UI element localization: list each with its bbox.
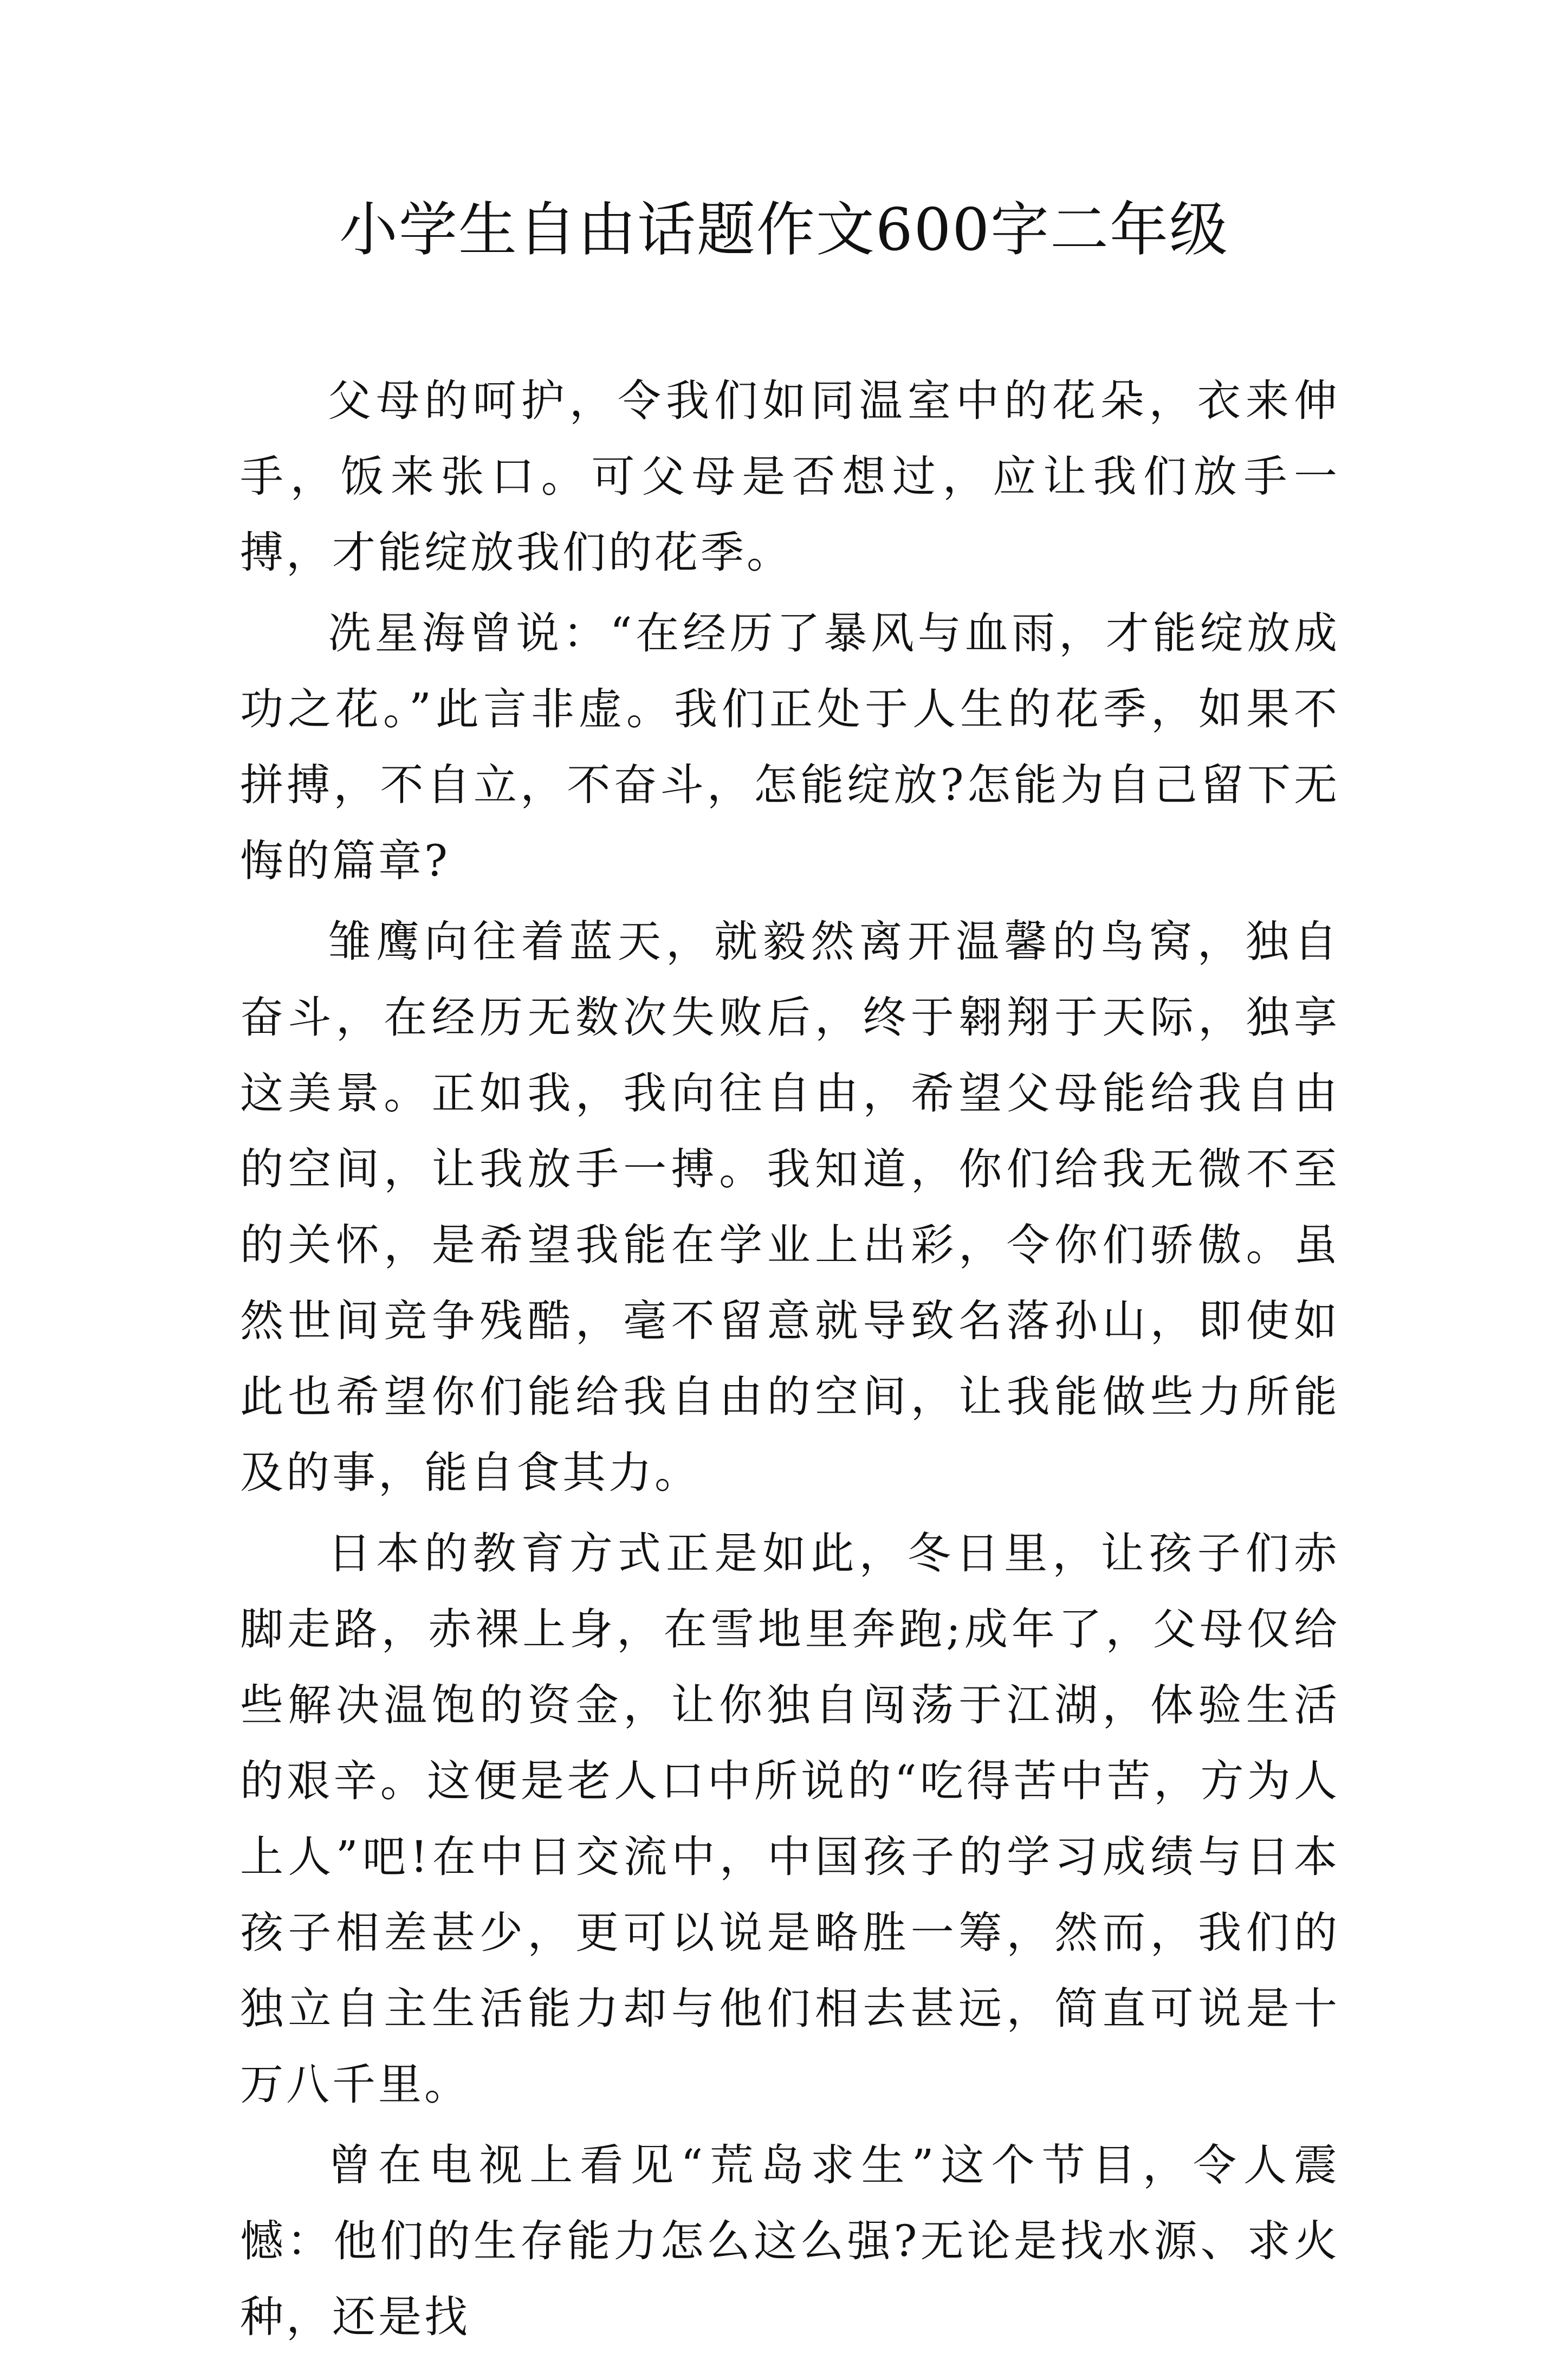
document-title: 小学生自由话题作文600字二年级 — [339, 196, 1229, 264]
paragraph: 日本的教育方式正是如此，冬日里，让孩子们赤脚走路，赤裸上身，在雪地里奔跑;成年了，父母仅给些解决温饱的资金，让你独自闯荡于江湖，体验生活的艰辛。这便是老人口中所说的“吃得苦中苦，方为人上人”吧!在中日交流中，中国孩子的学习成绩与日本孩子相差甚少，更可以说是略胜一筹，然而，我们的独立自主生活能力却与他们相去甚远，简直可说是十万八千里。 — [240, 1528, 1340, 2110]
document-body — [240, 363, 1340, 2360]
paragraph: 冼星海曾说：“在经历了暴风与血雨，才能绽放成功之花。”此言非虚。我们正处于人生的花季，如果不拼搏，不自立，不奋斗，怎能绽放?怎能为自己留下无悔的篇章? — [240, 608, 1340, 886]
paragraph: 曾在电视上看见“荒岛求生”这个节目，令人震憾：他们的生存能力怎么这么强?无论是找水源、求火种，还是找 — [240, 2140, 1340, 2342]
paragraph: 雏鹰向往着蓝天，就毅然离开温馨的鸟窝，独自奋斗，在经历无数次失败后，终于翱翔于天际，独享这美景。正如我，我向往自由，希望父母能给我自由的空间，让我放手一搏。我知道，你们给我无微不至的关怀，是希望我能在学业上出彩，令你们骄傲。虽然世间竞争残酷，毫不留意就导致名落孙山，即使如此也希望你们能给我自由的空间，让我能做些力所能及的事，能自食其力。 — [240, 916, 1340, 1498]
paragraph: 父母的呵护，令我们如同温室中的花朵，衣来伸手，饭来张口。可父母是否想过，应让我们放手一搏，才能绽放我们的花季。 — [240, 376, 1340, 578]
